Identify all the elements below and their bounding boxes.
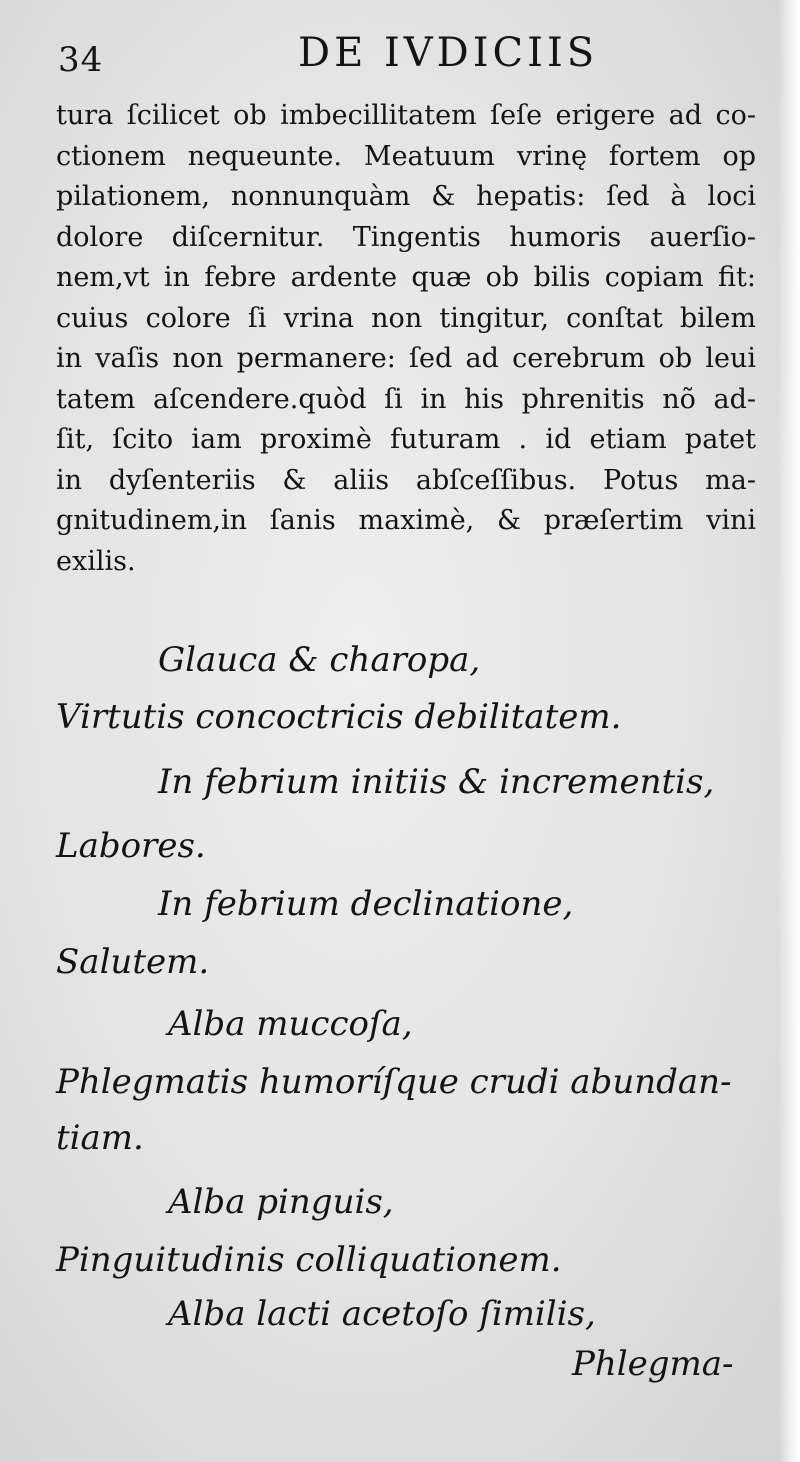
text-line: tura ſcilicet ob imbecillitatem ſeſe erigere ad co- bbox=[56, 100, 756, 131]
catchword: Phlegma- bbox=[572, 1344, 734, 1384]
sign-heading: Alba pinguis, bbox=[168, 1182, 394, 1222]
sign-heading: Alba muccoſa, bbox=[168, 1004, 413, 1044]
text-line: nem,vt in febre ardente quæ ob bilis copiam fit: bbox=[56, 262, 756, 293]
text-line: in vaſis non permanere: ſed ad cerebrum ob leui bbox=[56, 343, 756, 374]
sign-meaning: Pinguitudinis colliquationem. bbox=[56, 1240, 562, 1280]
sign-heading: Glauca & charopa, bbox=[158, 640, 481, 680]
text-line: dolore diſcernitur. Tingentis humoris auerſio- bbox=[56, 221, 756, 253]
body-paragraph bbox=[56, 96, 756, 582]
sign-meaning: Labores. bbox=[56, 826, 206, 866]
text-line: pilationem, nonnunquàm & hepatis: ſed à loci bbox=[56, 181, 756, 212]
sign-heading: Alba lacti acetoſo ſimilis, bbox=[168, 1294, 596, 1334]
page-edge bbox=[778, 0, 800, 1462]
sign-meaning: Salutem. bbox=[56, 942, 210, 982]
text-line: in dyſenteriis & aliis abſceſſibus. Potus ma- bbox=[56, 464, 756, 496]
text-line: ſit, ſcito iam proximè futuram . id etiam patet bbox=[56, 424, 756, 455]
sign-heading: In febrium declinatione, bbox=[158, 884, 574, 924]
text-line: tatem aſcendere.quòd ſi in his phrenitis nõ ad- bbox=[56, 383, 756, 415]
text-line: ctionem nequeunte. Meatuum vrinę fortem op bbox=[56, 140, 756, 172]
running-head: DE IVDICIIS bbox=[298, 30, 599, 76]
sign-meaning: Virtutis concoctricis debilitatem. bbox=[56, 697, 622, 737]
page-number: 34 bbox=[58, 40, 104, 80]
sign-heading: In febrium initiis & incrementis, bbox=[158, 762, 715, 802]
text-line: exilis. bbox=[56, 545, 136, 577]
text-line: gnitudinem,in ſanis maximè, & præſertim vini bbox=[56, 505, 756, 536]
sign-meaning: Phlegmatis humoríſque crudi abundan- bbox=[56, 1062, 732, 1102]
text-line: cuius colore ſi vrina non tingitur, conſtat bilem bbox=[56, 302, 756, 334]
page-header bbox=[58, 26, 758, 86]
sign-meaning: tiam. bbox=[56, 1118, 144, 1158]
